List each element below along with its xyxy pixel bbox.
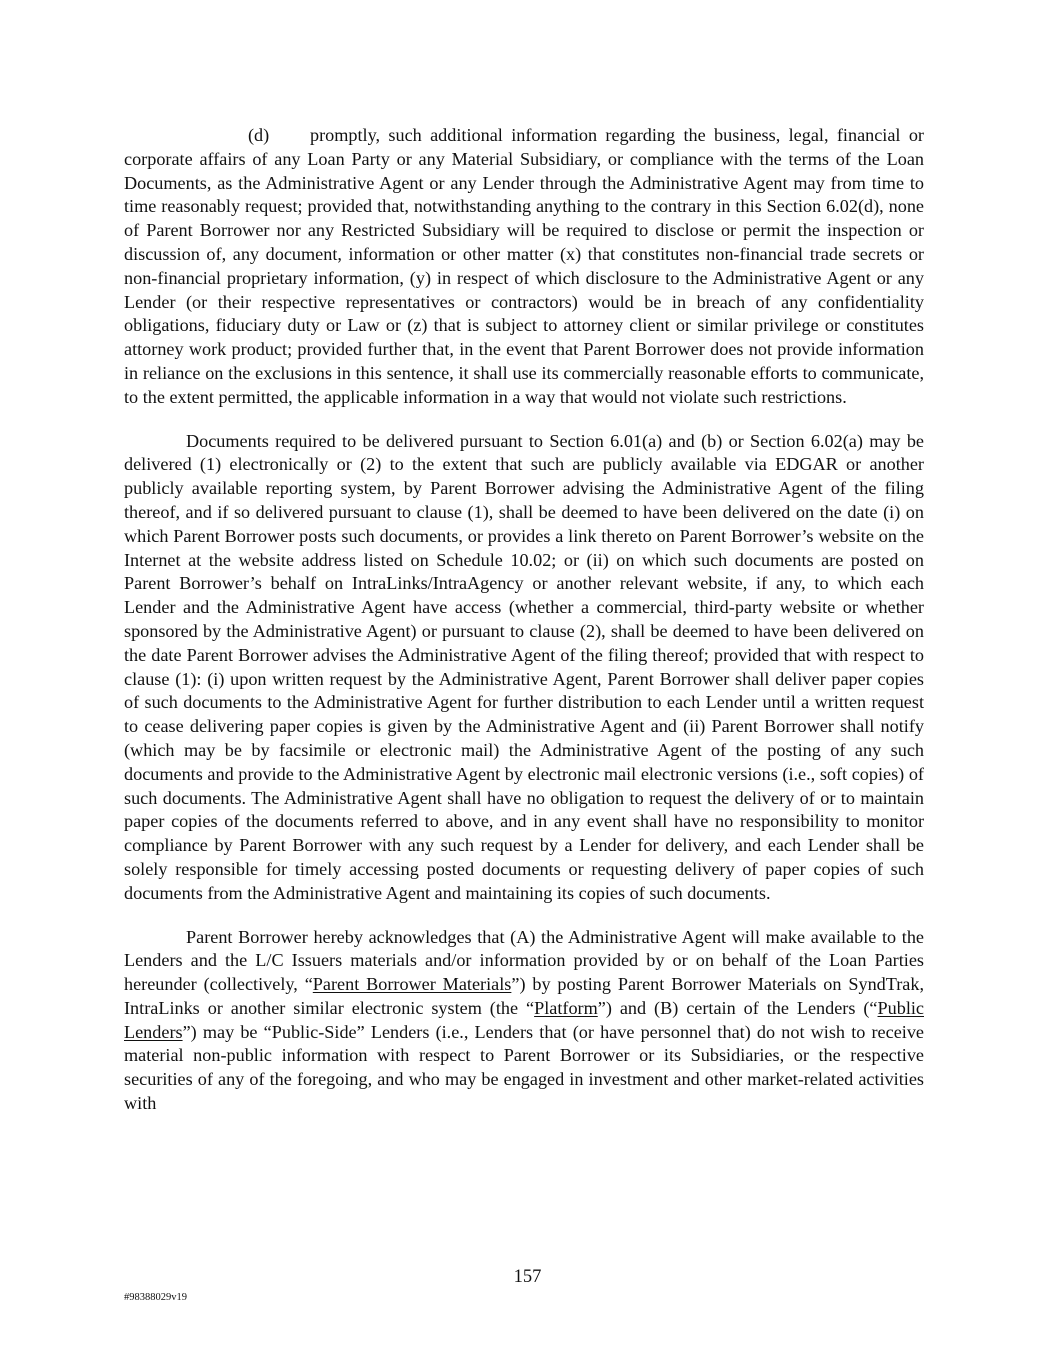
page-number: 157 (513, 1267, 542, 1287)
defined-term-public-lenders: Public Lenders (124, 997, 924, 1042)
document-id: #98388029v19 (124, 1292, 187, 1303)
document-body (124, 124, 924, 1136)
acknowledgement-paragraph (124, 926, 924, 1116)
defined-term-platform: Platform (534, 997, 598, 1018)
acknowledgement-text-3: ”) and (B) certain of the Lenders (“ (597, 997, 878, 1018)
acknowledgement-text-4: ”) may be “Public-Side” Lenders (i.e., Lenders that (or have personnel that) do not wish to receive material non-public information with respect to Parent Borrower or its Subsidiaries, or the respective securities of any of the foregoing, and who may be engaged in investment and other market-related activities with (124, 1021, 924, 1114)
clause-d-text: promptly, such additional information regarding the business, legal, financial or corporate affairs of any Loan Party or any Material Subsidiary, or compliance with the terms of the Loan Documents, as the Administrative Agent or any Lender through the Administrative Agent may from time to time reasonably request; provided that, notwithstanding anything to the contrary in this Section 6.02(d), none of Parent Borrower nor any Restricted Subsidiary will be required to disclose or permit the inspection or discussion of, any document, information or other matter (x) that constitutes non-financial trade secrets or non-financial proprietary information, (y) in respect of which disclosure to the Administrative Agent or any Lender (or their respective representatives or contractors) would be in breach of any confidentiality obligations, fiduciary duty or Law or (z) that is subject to attorney client or similar privilege or constitutes attorney work product; provided further that, in the event that Parent Borrower does not provide information in reliance on the exclusions in this sentence, it shall use its commercially reasonable efforts to communicate, to the extent permitted, the applicable information in a way that would not violate such restrictions. (124, 125, 924, 407)
defined-term-parent-borrower-materials: Parent Borrower Materials (312, 974, 512, 995)
acknowledgement-text-2: ”) by posting Parent Borrower Materials on SyndTrak, IntraLinks or another similar electronic system (the “ (124, 974, 925, 1018)
clause-d-paragraph (124, 124, 924, 410)
acknowledgement-text-1: Parent Borrower hereby acknowledges that (A) the Administrative Agent will make available to the Lenders and the L/C Issuers materials and/or information provided by or on behalf of the Loan Parties hereunder (collectively, “ (124, 926, 924, 995)
documents-delivery-paragraph: Documents required to be delivered pursuant to Section 6.01(a) and (b) or Section 6.02(a) may be delivered (1) electronically or (2) to the extent that such are publicly available via EDGAR or another publicly available reporting system, by Parent Borrower advising the Administrative Agent of the filing thereof, and if so delivered pursuant to clause (1), shall be deemed to have been delivered on the date (i) on which Parent Borrower posts such documents, or provides a link thereto on Parent Borrower’s website on the Internet at the website address listed on Schedule 10.02; or (ii) on which such documents are posted on Parent Borrower’s behalf on IntraLinks/IntraAgency or another relevant website, if any, to which each Lender and the Administrative Agent have access (whether a commercial, third-party website or whether sponsored by the Administrative Agent) or pursuant to clause (2), shall be deemed to have been delivered on the date Parent Borrower advises the Administrative Agent of the filing thereof; provided that with respect to clause (1): (i) upon written request by the Administrative Agent, Parent Borrower shall deliver paper copies of such documents to the Administrative Agent for further distribution to each Lender until a written request to cease delivering paper copies is given by the Administrative Agent and (ii) Parent Borrower shall notify (which may be by facsimile or electronic mail) the Administrative Agent of the posting of any such documents and provide to the Administrative Agent by electronic mail electronic versions (i.e., soft copies) of such documents. The Administrative Agent shall have no obligation to request the delivery of or to maintain paper copies of the documents referred to above, and in any event shall have no responsibility to monitor compliance by Parent Borrower with any such request by a Lender for delivery, and each Lender shall be solely responsible for timely accessing posted documents or requesting delivery of paper copies of such documents from the Administrative Agent and maintaining its copies of such documents. (124, 430, 924, 903)
clause-d-label: (d) (248, 125, 270, 145)
